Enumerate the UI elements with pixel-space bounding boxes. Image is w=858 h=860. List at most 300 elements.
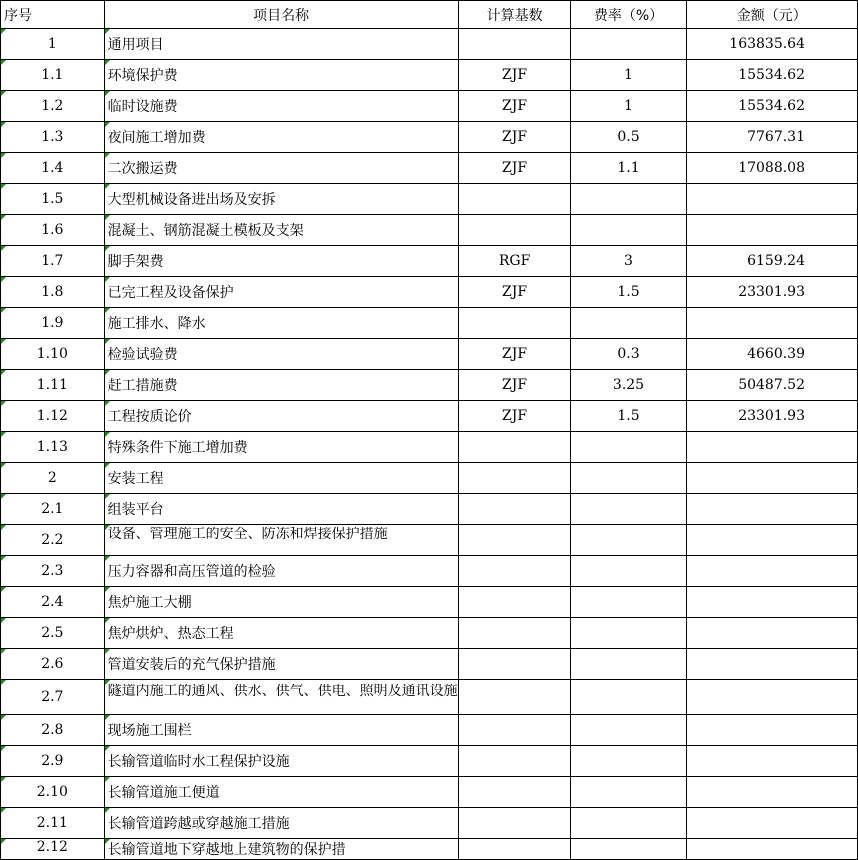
item-name-text: 环境保护费 [107,68,178,84]
cell-comment-marker [105,556,110,561]
cell-comment-marker [1,339,6,344]
row-number-text: 1.11 [36,377,68,393]
item-name-text: 长输管道地下穿越地上建筑物的保护措 [107,842,346,858]
item-name-text: 隧道内施工的通风、供水、供气、供电、照明及通讯设施 [107,684,458,699]
amount-text: 17088.08 [738,160,805,176]
table-row [1,587,858,618]
cell-comment-marker [1,370,6,375]
amount-cell[interactable] [686,339,857,370]
item-name-cell[interactable] [104,587,458,618]
item-name-text: 二次搬运费 [107,161,178,177]
item-name-text: 特殊条件下施工增加费 [107,440,248,456]
cell-comment-marker [1,308,6,313]
header-rate[interactable]: 费率（%） [571,1,686,29]
calc-base-cell[interactable] [458,91,571,122]
item-name-text: 长输管道临时水工程保护设施 [107,754,290,770]
row-number-cell[interactable] [1,60,105,91]
calc-base-text: ZJF [502,67,528,83]
cell-comment-marker [105,463,110,468]
cell-comment-marker [1,777,6,782]
amount-cell[interactable] [686,432,857,463]
rate-cell[interactable] [571,463,686,494]
amount-cell[interactable] [686,29,857,60]
rate-cell[interactable] [571,339,686,370]
item-name-cell[interactable] [104,401,458,432]
cell-comment-marker [1,587,6,592]
row-number-text: 1.12 [36,408,68,424]
cell-comment-marker [1,649,6,654]
rate-cell[interactable] [571,556,686,587]
item-name-text: 设备、管理施工的安全、防冻和焊接保护措施 [107,527,388,542]
table-row [1,777,858,808]
amount-cell[interactable] [686,246,857,277]
cell-comment-marker [1,215,6,220]
table-row [1,715,858,746]
rate-cell[interactable] [571,91,686,122]
item-name-text: 长输管道施工便道 [107,785,220,801]
item-name-text: 已完工程及设备保护 [107,285,234,301]
calc-base-cell[interactable] [458,401,571,432]
amount-cell[interactable] [686,746,857,777]
rate-cell[interactable] [571,308,686,339]
row-number-cell[interactable] [1,680,105,715]
item-name-text: 压力容器和高压管道的检验 [107,564,276,580]
header-amount[interactable]: 金额（元） [686,1,857,29]
cell-comment-marker [105,308,110,313]
amount-cell[interactable] [686,494,857,525]
item-name-cell[interactable] [104,91,458,122]
cell-comment-marker [1,808,6,813]
row-number-cell[interactable] [1,715,105,746]
table-row [1,122,858,153]
item-name-cell[interactable] [104,339,458,370]
amount-text: 15534.62 [738,98,805,114]
cell-comment-marker [105,680,110,685]
cell-comment-marker [1,746,6,751]
row-number-cell[interactable] [1,808,105,839]
table-row [1,680,858,715]
item-name-text: 临时设施费 [107,99,178,115]
rate-cell[interactable] [571,432,686,463]
calc-base-cell[interactable] [458,60,571,91]
cell-comment-marker [1,618,6,623]
amount-text: 23301.93 [738,408,805,424]
item-name-text: 脚手架费 [107,254,164,270]
row-number-cell[interactable] [1,649,105,680]
cell-comment-marker [105,60,110,65]
amount-cell[interactable] [686,808,857,839]
item-name-cell[interactable] [104,808,458,839]
amount-cell[interactable] [686,649,857,680]
item-name-cell[interactable] [104,153,458,184]
row-number-text: 1.6 [41,222,64,238]
calc-base-cell[interactable] [458,649,571,680]
row-number-cell[interactable] [1,153,105,184]
calc-base-cell[interactable] [458,618,571,649]
item-name-cell[interactable] [104,432,458,463]
item-name-cell[interactable] [104,649,458,680]
calc-base-cell[interactable] [458,184,571,215]
row-number-cell[interactable] [1,215,105,246]
amount-cell[interactable] [686,525,857,556]
amount-cell[interactable] [686,370,857,401]
rate-text: 1.5 [617,284,640,300]
amount-cell[interactable] [686,308,857,339]
row-number-cell[interactable] [1,494,105,525]
table-row [1,339,858,370]
table-row [1,618,858,649]
table-row [1,463,858,494]
amount-cell[interactable] [686,839,857,860]
item-name-cell[interactable] [104,618,458,649]
table-row [1,401,858,432]
amount-cell[interactable] [686,587,857,618]
rate-text: 3.25 [612,377,645,393]
cell-comment-marker [1,153,6,158]
row-number-text: 1.8 [41,284,64,300]
row-number-text: 2.9 [41,753,64,769]
table-row [1,494,858,525]
row-number-cell[interactable] [1,839,105,860]
amount-cell[interactable] [686,463,857,494]
cell-comment-marker [1,246,6,251]
row-number-cell[interactable] [1,122,105,153]
amount-text: 7767.31 [747,129,805,145]
row-number-cell[interactable] [1,277,105,308]
item-name-text: 夜间施工增加费 [107,130,206,146]
rate-cell[interactable] [571,184,686,215]
amount-cell[interactable] [686,777,857,808]
row-number-text: 1.4 [41,160,64,176]
item-name-cell[interactable] [104,246,458,277]
amount-cell[interactable] [686,215,857,246]
rate-cell[interactable] [571,618,686,649]
amount-cell[interactable] [686,618,857,649]
rate-text: 1 [624,98,633,114]
table-row [1,246,858,277]
rate-cell[interactable] [571,680,686,715]
rate-cell[interactable] [571,153,686,184]
table-row [1,370,858,401]
row-number-cell[interactable] [1,587,105,618]
cell-comment-marker [1,556,6,561]
item-name-cell[interactable] [104,715,458,746]
amount-cell[interactable] [686,153,857,184]
cell-comment-marker [105,339,110,344]
amount-cell[interactable] [686,680,857,715]
item-name-cell[interactable] [104,525,458,556]
cell-comment-marker [1,839,6,844]
header-row [1,1,858,29]
row-number-cell[interactable] [1,463,105,494]
cell-comment-marker [105,777,110,782]
cell-comment-marker [105,746,110,751]
row-number-text: 1.3 [41,129,64,145]
row-number-cell[interactable] [1,184,105,215]
cell-comment-marker [105,184,110,189]
item-name-text: 现场施工围栏 [107,723,192,739]
cell-comment-marker [105,401,110,406]
cell-comment-marker [105,277,110,282]
rate-text: 1.1 [617,160,640,176]
table-row [1,432,858,463]
row-number-text: 2.10 [36,784,68,800]
cell-comment-marker [105,215,110,220]
calc-base-text: ZJF [502,408,528,424]
cell-comment-marker [105,370,110,375]
rate-text: 1 [624,67,633,83]
item-name-text: 安装工程 [107,471,164,487]
cell-comment-marker [1,494,6,499]
table-row [1,525,858,556]
table-row [1,808,858,839]
row-number-text: 1.9 [41,315,64,331]
rate-cell[interactable] [571,715,686,746]
row-number-text: 1 [47,36,57,52]
rate-text: 1.5 [617,408,640,424]
calc-base-cell[interactable] [458,215,571,246]
item-name-text: 施工排水、降水 [107,316,206,332]
row-number-text: 2.7 [41,689,64,705]
cell-comment-marker [1,680,6,685]
cell-comment-marker [1,184,6,189]
row-number-text: 2.2 [41,532,64,548]
cell-comment-marker [1,91,6,96]
rate-cell[interactable] [571,746,686,777]
item-name-cell[interactable] [104,494,458,525]
cell-comment-marker [105,122,110,127]
rate-cell[interactable] [571,29,686,60]
calc-base-cell[interactable] [458,122,571,153]
calc-base-cell[interactable] [458,153,571,184]
item-name-cell[interactable] [104,308,458,339]
item-name-cell[interactable] [104,746,458,777]
calc-base-cell[interactable] [458,680,571,715]
calc-base-cell[interactable] [458,746,571,777]
table-row [1,839,858,860]
calc-base-text: ZJF [502,98,528,114]
calc-base-cell[interactable] [458,556,571,587]
amount-cell[interactable] [686,91,857,122]
rate-cell[interactable] [571,370,686,401]
cell-comment-marker [105,618,110,623]
calc-base-text: ZJF [502,129,528,145]
row-number-cell[interactable] [1,370,105,401]
table-row [1,215,858,246]
item-name-text: 检验试验费 [107,347,178,363]
row-number-cell[interactable] [1,91,105,122]
amount-text: 4660.39 [747,346,805,362]
rate-cell[interactable] [571,246,686,277]
item-name-text: 组装平台 [107,502,164,518]
cell-comment-marker [1,29,6,34]
item-name-cell[interactable] [104,463,458,494]
rate-cell[interactable] [571,808,686,839]
cell-comment-marker [105,153,110,158]
calc-base-cell[interactable] [458,370,571,401]
calc-base-cell[interactable] [458,715,571,746]
rate-cell[interactable] [571,60,686,91]
calc-base-cell[interactable] [458,525,571,556]
cell-comment-marker [1,432,6,437]
cell-comment-marker [1,60,6,65]
item-name-text: 赶工措施费 [107,378,178,394]
cell-comment-marker [1,525,6,530]
calc-base-cell[interactable] [458,29,571,60]
calc-base-text: ZJF [502,284,528,300]
item-name-text: 工程按质论价 [107,409,192,425]
cell-comment-marker [105,29,110,34]
item-name-cell[interactable] [104,122,458,153]
item-name-text: 管道安装后的充气保护措施 [107,657,276,673]
cell-comment-marker [1,401,6,406]
calc-base-cell[interactable] [458,432,571,463]
item-name-cell[interactable] [104,680,458,715]
table-row [1,277,858,308]
header-base[interactable]: 计算基数 [458,1,571,29]
rate-cell[interactable] [571,839,686,860]
item-name-text: 长输管道跨越或穿越施工措施 [107,816,290,832]
calc-base-text: RGF [498,253,531,269]
cell-comment-marker [105,839,110,844]
rate-text: 3 [624,253,633,269]
amount-text: 23301.93 [738,284,805,300]
row-number-text: 1.13 [36,439,68,455]
row-number-cell[interactable] [1,746,105,777]
rate-cell[interactable] [571,494,686,525]
cell-comment-marker [105,494,110,499]
item-name-cell[interactable] [104,277,458,308]
cell-comment-marker [1,277,6,282]
cell-comment-marker [1,715,6,720]
amount-cell[interactable] [686,401,857,432]
item-name-text: 焦炉施工大棚 [107,595,192,611]
table-row [1,556,858,587]
table-row [1,308,858,339]
item-name-cell[interactable] [104,60,458,91]
calc-base-cell[interactable] [458,308,571,339]
row-number-cell[interactable] [1,556,105,587]
row-number-text: 1.10 [36,346,68,362]
item-name-text: 大型机械设备进出场及安拆 [107,192,276,208]
item-name-cell[interactable] [104,556,458,587]
item-name-cell[interactable] [104,29,458,60]
row-number-text: 2.1 [41,501,64,517]
header-no[interactable]: 序号 [1,1,105,29]
item-name-cell[interactable] [104,184,458,215]
amount-cell[interactable] [686,122,857,153]
row-number-text: 2.4 [41,594,64,610]
amount-text: 15534.62 [738,67,805,83]
row-number-text: 2.11 [36,815,68,831]
rate-cell[interactable] [571,587,686,618]
calc-base-cell[interactable] [458,277,571,308]
row-number-cell[interactable] [1,308,105,339]
rate-cell[interactable] [571,649,686,680]
calc-base-cell[interactable] [458,246,571,277]
amount-cell[interactable] [686,184,857,215]
calc-base-text: ZJF [502,346,528,362]
item-name-cell[interactable] [104,370,458,401]
amount-text: 50487.52 [738,377,805,393]
row-number-text: 2.6 [41,656,64,672]
item-name-text: 通用项目 [107,37,164,53]
rate-text: 0.3 [617,346,640,362]
amount-text: 6159.24 [747,253,805,269]
cell-comment-marker [1,122,6,127]
rate-cell[interactable] [571,401,686,432]
row-number-cell[interactable] [1,618,105,649]
row-number-text: 1.7 [41,253,64,269]
table-row [1,184,858,215]
amount-cell[interactable] [686,60,857,91]
row-number-text: 2.3 [41,563,64,579]
row-number-cell[interactable] [1,29,105,60]
row-number-cell[interactable] [1,432,105,463]
row-number-cell[interactable] [1,339,105,370]
table-row [1,91,858,122]
table-row [1,746,858,777]
row-number-cell[interactable] [1,401,105,432]
table-row [1,29,858,60]
row-number-cell[interactable] [1,777,105,808]
cell-comment-marker [105,246,110,251]
row-number-cell[interactable] [1,525,105,556]
amount-cell[interactable] [686,556,857,587]
cell-comment-marker [105,587,110,592]
amount-cell[interactable] [686,715,857,746]
calc-base-cell[interactable] [458,808,571,839]
rate-cell[interactable] [571,122,686,153]
item-name-text: 焦炉烘炉、热态工程 [107,626,234,642]
item-name-cell[interactable] [104,777,458,808]
row-number-text: 1.5 [41,191,64,207]
rate-cell[interactable] [571,777,686,808]
row-number-text: 2.8 [41,722,64,738]
item-name-cell[interactable] [104,215,458,246]
calc-base-cell[interactable] [458,777,571,808]
calc-base-cell[interactable] [458,339,571,370]
row-number-text: 2.5 [41,625,64,641]
calc-base-cell[interactable] [458,463,571,494]
calc-base-text: ZJF [502,160,528,176]
row-number-cell[interactable] [1,246,105,277]
cell-comment-marker [105,432,110,437]
calc-base-cell[interactable] [458,839,571,860]
item-name-cell[interactable] [104,839,458,860]
header-name[interactable]: 项目名称 [104,1,458,29]
rate-cell[interactable] [571,277,686,308]
row-number-text: 2 [47,470,57,486]
cell-comment-marker [1,463,6,468]
cell-comment-marker [105,525,110,530]
amount-text: 163835.64 [729,36,805,52]
table-row [1,60,858,91]
cell-comment-marker [105,91,110,96]
calc-base-cell[interactable] [458,587,571,618]
rate-text: 0.5 [617,129,640,145]
table-row [1,153,858,184]
cell-comment-marker [105,649,110,654]
cell-comment-marker [105,808,110,813]
calc-base-cell[interactable] [458,494,571,525]
calc-base-text: ZJF [502,377,528,393]
row-number-text: 1.1 [41,67,64,83]
amount-cell[interactable] [686,277,857,308]
rate-cell[interactable] [571,525,686,556]
rate-cell[interactable] [571,215,686,246]
cell-comment-marker [105,715,110,720]
